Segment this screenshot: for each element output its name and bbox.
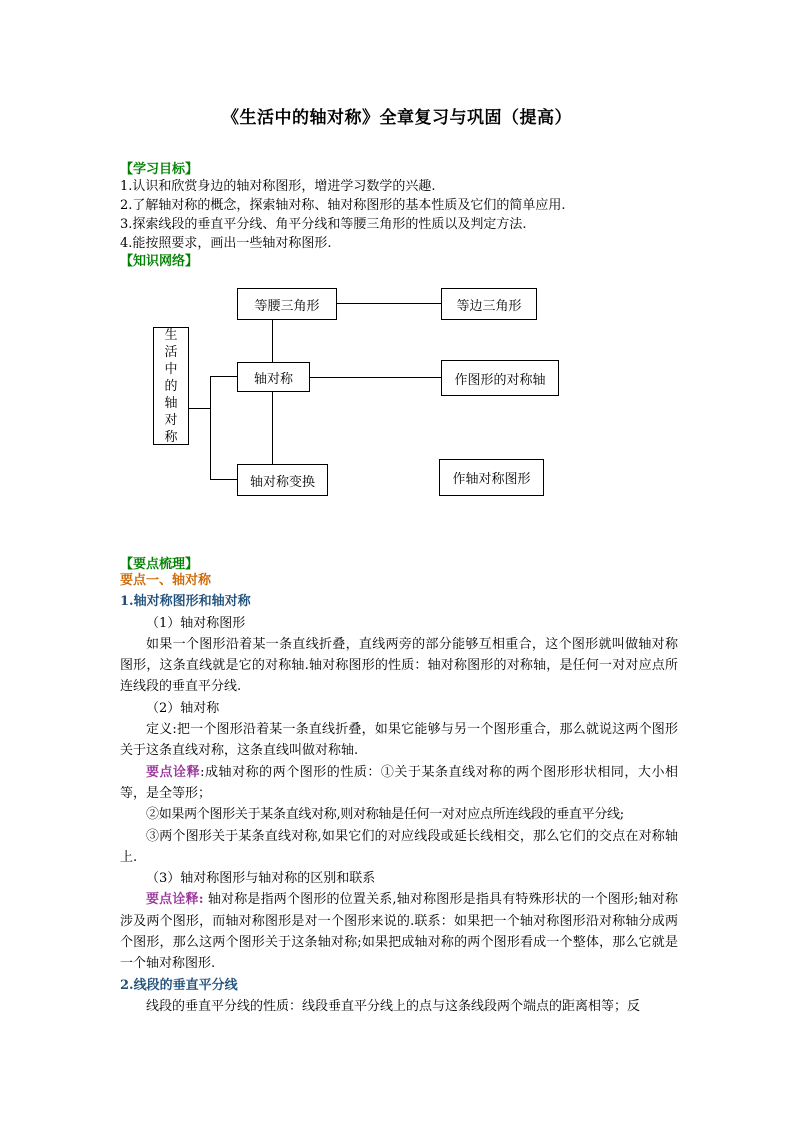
connector-line — [272, 318, 273, 363]
equilateral-triangle-box: 等边三角形 — [441, 288, 537, 320]
key-points-content — [120, 570, 678, 1017]
draw-axis-box: 作图形的对称轴 — [441, 360, 559, 396]
knowledge-network-diagram — [0, 0, 794, 560]
connector-line — [210, 479, 237, 480]
item2-text: 定义:把一个图形沿着某一条直线折叠，如果它能够与另一个图形重合，那么就说这两个图形关于这条直线对称，这条直线叫做对称轴. — [120, 722, 678, 759]
goal-item: 4.能按照要求，画出一些轴对称图形. — [120, 236, 332, 251]
item2-title: （2）轴对称 — [146, 700, 220, 716]
goal-item: 3.探索线段的垂直平分线、角平分线和等腰三角形的性质以及判定方法. — [120, 217, 527, 232]
draw-figure-box: 作轴对称图形 — [439, 459, 544, 496]
point1-heading: 要点一、轴对称 — [120, 573, 212, 588]
note3: ③两个图形关于某条直线对称,如果它们的对应线段或延长线相交，那么它们的交点在对称轴上. — [120, 828, 678, 865]
note4: 要点诠释: 轴对称是指两个图形的位置关系,轴对称图形是指具有特殊形状的一个图形;轴对称涉及两个图形，而轴对称图形是对一个图形来说的.联系：如果把一个轴对称图形沿对称轴分成两个图形，那么这两个图形关于这条轴对称;如果把成轴对称的两个图形看成一个整体，那么它就是一个轴对称图形. — [120, 892, 678, 972]
connector-line — [336, 303, 441, 304]
note-label: 要点诠释: — [146, 892, 204, 908]
goal-item: 2.了解轴对称的概念，探索轴对称、轴对称图形的基本性质及它们的简单应用. — [120, 198, 566, 213]
connector-line — [272, 391, 273, 464]
item1-text: 如果一个图形沿着某一条直线折叠，直线两旁的部分能够互相重合，这个图形就叫做轴对称图形，这条直线就是它的对称轴.轴对称图形的性质：轴对称图形的对称轴，是任何一对对应点所连线段的垂直平分线. — [120, 636, 678, 695]
page-title: 《生活中的轴对称》全章复习与巩固（提高） — [222, 108, 572, 128]
axis-transform-box: 轴对称变换 — [237, 464, 328, 496]
learning-goals-heading: 【学习目标】 — [120, 162, 199, 177]
sub2-text: 线段的垂直平分线的性质：线段垂直平分线上的点与这条线段两个端点的距离相等；反 — [146, 998, 641, 1014]
note2: ②如果两个图形关于某条直线对称,则对称轴是任何一对对应点所连线段的垂直平分线; — [146, 807, 624, 823]
item3-title: （3）轴对称图形与轴对称的区别和联系 — [146, 871, 376, 887]
note-label: 要点诠释 — [146, 764, 201, 780]
connector-line — [210, 376, 237, 377]
sub2-heading: 2.线段的垂直平分线 — [120, 977, 238, 993]
goal-item: 1.认识和欣赏身边的轴对称图形，增进学习数学的兴趣. — [120, 179, 436, 194]
connector-line — [309, 377, 441, 378]
connector-line — [188, 408, 210, 409]
sub1-heading: 1.轴对称图形和轴对称 — [120, 594, 251, 610]
root-box: 生 活 中 的 轴 对 称 — [153, 327, 189, 445]
knowledge-network-heading: 【知识网络】 — [120, 254, 199, 269]
key-points-heading: 【要点梳理】 — [120, 557, 199, 572]
isosceles-triangle-box: 等腰三角形 — [237, 288, 337, 320]
axis-symmetry-box: 轴对称 — [237, 362, 310, 392]
note1: 要点诠释:成轴对称的两个图形的性质：①关于某条直线对称的两个图形形状相同，大小相等，是全等形； — [120, 764, 678, 801]
connector-line — [210, 376, 211, 480]
item1-title: （1）轴对称图形 — [146, 615, 246, 631]
